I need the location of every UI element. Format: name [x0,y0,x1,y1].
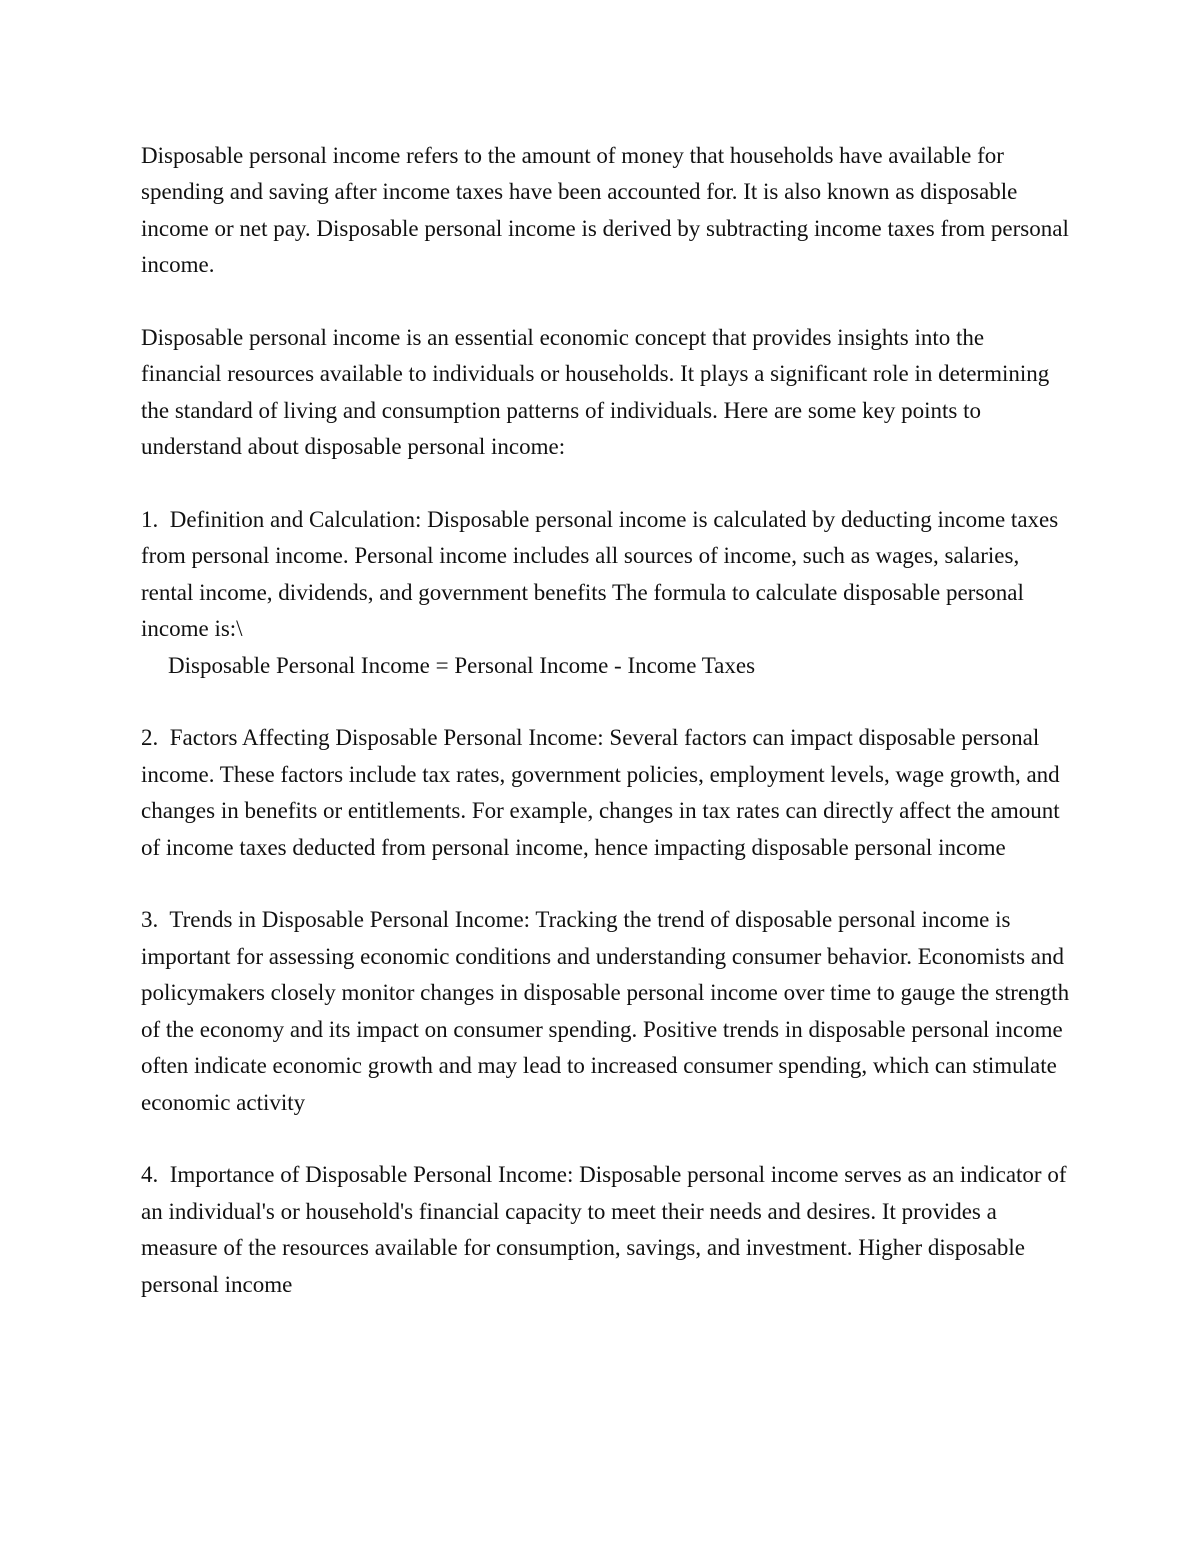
point-1-number: 1. [141,507,159,533]
point-3 [141,902,1070,1120]
document-body [141,138,1070,1303]
point-1-text: Definition and Calculation: Disposable personal income is calculated by deducting income taxes from personal income. Personal income includes all sources of income, such as wages, salaries, rental income, dividends, and government benefits The formula to calculate disposable personal income is:\ [141,507,1059,642]
point-4-number: 4. [141,1162,159,1188]
formula-line: Disposable Personal Income = Personal Income - Income Taxes [168,652,756,678]
point-4-text: Importance of Disposable Personal Income: Disposable personal income serves as an indicator of an individual's or household's financial capacity to meet their needs and desires. It provides a measure of the resources available for consumption, savings, and investment. Higher disposable personal income [141,1162,1067,1297]
point-2 [141,720,1070,866]
point-4 [141,1157,1070,1303]
point-2-number: 2. [141,725,159,751]
intro-paragraph-1: Disposable personal income refers to the amount of money that households have available for spending and saving after income taxes have been accounted for. It is also known as disposable income or net pay. Disposable personal income is derived by subtracting income taxes from personal income. [141,143,1069,278]
point-2-text: Factors Affecting Disposable Personal Income: Several factors can impact disposable personal income. These factors include tax rates, government policies, employment levels, wage growth, and changes in benefits or entitlements. For example, changes in tax rates can directly affect the amount of income taxes deducted from personal income, hence impacting disposable personal income [141,725,1060,860]
point-1 [141,502,1070,684]
intro-paragraph-2: Disposable personal income is an essential economic concept that provides insights into the financial resources available to individuals or households. It plays a significant role in determining the standard of living and consumption patterns of individuals. Here are some key points to understand about disposable personal income: [141,325,1050,460]
point-3-number: 3. [141,907,159,933]
point-3-text: Trends in Disposable Personal Income: Tracking the trend of disposable personal income is important for assessing economic conditions and understanding consumer behavior. Economists and policymakers closely monitor changes in disposable personal income over time to gauge the strength of the economy and its impact on consumer spending. Positive trends in disposable personal income often indicate economic growth and may lead to increased consumer spending, which can stimulate economic activity [141,907,1070,1115]
